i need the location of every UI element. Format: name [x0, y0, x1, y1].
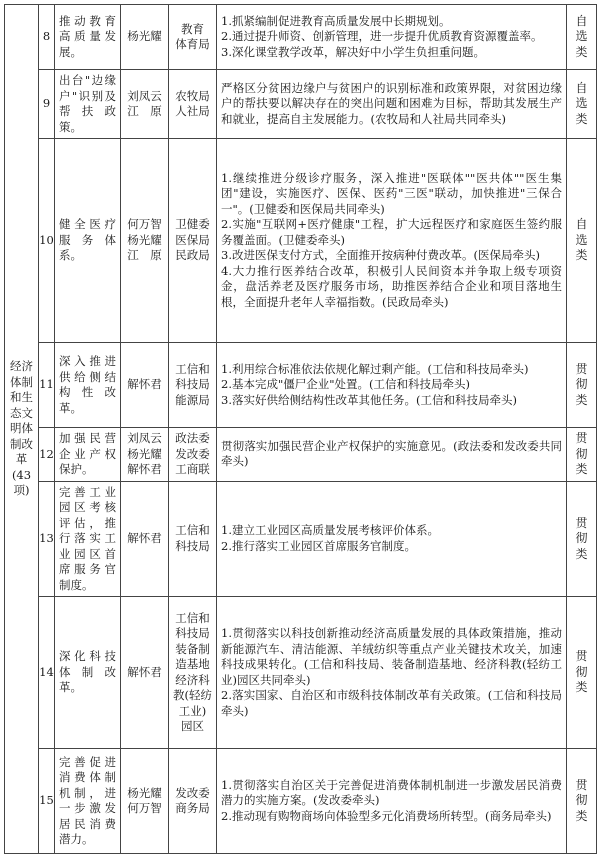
project-name: 加强民营企业产权保护。: [55, 428, 121, 482]
lead-departments: [169, 749, 217, 854]
task-item: 2.推行落实工业园区首席服务官制度。: [221, 538, 416, 553]
lead-leaders: [121, 749, 169, 854]
table-row: [5, 139, 597, 343]
task-item: 3.落实好供给侧结构性改革其他任务。(工信和科技局牵头): [221, 392, 517, 407]
lead-leaders: [121, 70, 169, 139]
task-item: 贯彻落实加强民营企业产权保护的实施意见。(政法委和发改委共同牵头): [221, 438, 562, 469]
lead-departments: [169, 343, 217, 428]
task-item: 3.改进医保支付方式，全面推开按病种付费改革。(医保局牵头): [221, 248, 540, 263]
task-type: 自选类: [567, 139, 597, 343]
task-item: 2.实施"互联网+医疗健康"工程，扩大远程医疗和家庭医生签约服务覆盖面。(卫健委牵头): [221, 217, 562, 247]
project-name: 健全医疗服务体系。: [55, 139, 121, 343]
table-row: [5, 749, 597, 854]
leader-name: 解怀君: [127, 664, 162, 679]
task-item: 2.通过提升师资、创新管理，进一步提升优质教育资源覆盖率。: [221, 29, 543, 44]
row-number: 13: [39, 481, 55, 597]
row-number: 9: [39, 70, 55, 139]
table-row: [5, 597, 597, 749]
task-item: 1.贯彻落实以科技创新推动经济高质量发展的具体政策措施，推动新能源汽车、清洁能源、羊绒纺织等重点产业关键技术攻关，加速科技成果转化。(工信和科技局、装备制造基地、经济科教(轻纺工业)园区共同牵头): [221, 626, 562, 687]
department-name: 卫健委: [175, 217, 210, 232]
task-item: 1.贯彻落实自治区关于完善促进消费体制机制进一步激发居民消费潜力的实施方案。(发改委牵头): [221, 777, 562, 808]
leader-name: 何万智: [127, 801, 162, 815]
task-type: 自选类: [567, 5, 597, 70]
department-name: 农牧局: [175, 88, 210, 103]
row-number: 14: [39, 597, 55, 749]
table-row: [5, 428, 597, 482]
task-type: 自选类: [567, 70, 597, 139]
department-name: 科技局: [175, 538, 210, 553]
lead-leaders: [121, 5, 169, 70]
task-list: [217, 70, 567, 139]
row-number: 15: [39, 749, 55, 854]
project-name: 完善促进消费体制机制，进一步激发居民消费潜力。: [55, 749, 121, 854]
project-name: 出台"边缘户"识别及帮扶政策。: [55, 70, 121, 139]
department-name: 人社局: [175, 104, 210, 118]
department-name: 科技局: [175, 626, 210, 640]
department-name: 造基地: [175, 657, 210, 671]
leader-name: 解怀君: [127, 531, 162, 545]
leader-name: 解怀君: [127, 462, 162, 476]
task-type: 贯彻类: [567, 597, 597, 749]
department-name: 装备制: [175, 641, 210, 656]
table-row: [5, 5, 597, 70]
project-name: 完善工业园区考核评估，推行落实工业园区首席服务官制度。: [55, 481, 121, 597]
lead-departments: [169, 70, 217, 139]
category-cell: 经济体制和生态文明体制改革(43项): [5, 5, 39, 854]
lead-departments: [169, 5, 217, 70]
reform-task-table: [4, 4, 597, 854]
department-name: 教育: [181, 21, 204, 36]
task-list: [217, 139, 567, 343]
department-name: 体育局: [175, 37, 210, 51]
task-item: 2.推动现有购物商场向体验型多元化消费场所转型。(商务局牵头): [221, 808, 552, 823]
table-row: [5, 70, 597, 139]
lead-leaders: [121, 428, 169, 482]
lead-departments: [169, 428, 217, 482]
task-list: [217, 749, 567, 854]
lead-leaders: [121, 481, 169, 597]
department-name: 发改委: [175, 785, 210, 800]
lead-leaders: [121, 139, 169, 343]
leader-name: 杨光耀: [127, 785, 162, 800]
task-item: 1.利用综合标准依法依规化解过剩产能。(工信和科技局牵头): [221, 361, 529, 376]
task-list: [217, 428, 567, 482]
department-name: 园区: [181, 719, 204, 733]
task-type: 贯彻类: [567, 749, 597, 854]
row-number: 11: [39, 343, 55, 428]
lead-departments: [169, 139, 217, 343]
department-name: 商务局: [175, 801, 210, 815]
leader-name: 何万智: [127, 217, 162, 232]
project-name: 深化科技体制改革。: [55, 597, 121, 749]
department-name: 工信和: [175, 523, 210, 538]
row-number: 12: [39, 428, 55, 482]
task-item: 1.继续推进分级诊疗服务，深入推进"医联体""医共体""医生集团"建设，实施医疗、医保、医药"三医"联动，加快推进"三保合一"。(卫健委和医保局共同牵头): [221, 170, 562, 216]
task-item: 2.基本完成"僵尸企业"处置。(工信和科技局牵头): [221, 377, 471, 392]
row-number: 8: [39, 5, 55, 70]
department-name: 工商联: [175, 462, 210, 476]
lead-leaders: [121, 343, 169, 428]
department-name: 能源局: [175, 392, 210, 407]
task-list: [217, 597, 567, 749]
project-name: 推动教育高质量发展。: [55, 5, 121, 70]
department-name: 民政局: [175, 248, 210, 263]
leader-name: 杨光耀: [127, 446, 162, 461]
task-type: 贯彻类: [567, 428, 597, 482]
leader-name: 江 原: [127, 248, 162, 263]
department-name: 工信和: [175, 361, 210, 376]
task-item: 严格区分贫困边缘户与贫困户的识别标准和政策界限，对贫困边缘户的帮扶要以解决存在的突出问题和困难为目标，帮助其发展生产和就业，提高自主发展能力。(农牧局和人社局共同牵头): [221, 80, 562, 126]
task-list: [217, 481, 567, 597]
task-list: [217, 5, 567, 70]
row-number: 10: [39, 139, 55, 343]
task-item: 1.抓紧编制促进教育高质量发展中长期规划。: [221, 13, 451, 28]
leader-name: 杨光耀: [127, 29, 162, 44]
task-item: 1.建立工业园区高质量发展考核评价体系。: [221, 523, 439, 538]
task-list: [217, 343, 567, 428]
department-name: 政法委: [175, 431, 210, 445]
department-name: 科技局: [175, 377, 210, 392]
leader-name: 刘凤云: [127, 88, 162, 103]
leader-name: 刘凤云: [127, 431, 162, 445]
department-name: 教(轻纺: [173, 688, 212, 702]
leader-name: 杨光耀: [127, 232, 162, 247]
table-row: [5, 343, 597, 428]
task-type: 贯彻类: [567, 343, 597, 428]
project-name: 深入推进供给侧结构性改革。: [55, 343, 121, 428]
leader-name: 解怀君: [127, 377, 162, 392]
department-name: 医保局: [175, 232, 210, 247]
lead-departments: [169, 481, 217, 597]
lead-departments: [169, 597, 217, 749]
department-name: 工信和: [175, 610, 210, 625]
task-item: 4.大力推行医养结合改革，积极引人民间资本并争取上级专项资金，盘活养老及医疗服务市场，助推医养结合企业和项目落地生根，全面提升老年人幸福指数。(民政局牵头): [221, 263, 562, 309]
leader-name: 江 原: [127, 104, 162, 118]
table-row: [5, 481, 597, 597]
department-name: 经济科: [175, 672, 210, 687]
department-name: 发改委: [175, 446, 210, 461]
lead-leaders: [121, 597, 169, 749]
department-name: 工业): [178, 703, 207, 718]
task-item: 2.落实国家、自治区和市级科技体制改革有关政策。(工信和科技局牵头): [221, 688, 562, 718]
task-item: 3.深化课堂教学改革，解决好中小学生负担重问题。: [221, 44, 485, 59]
task-type: 贯彻类: [567, 481, 597, 597]
